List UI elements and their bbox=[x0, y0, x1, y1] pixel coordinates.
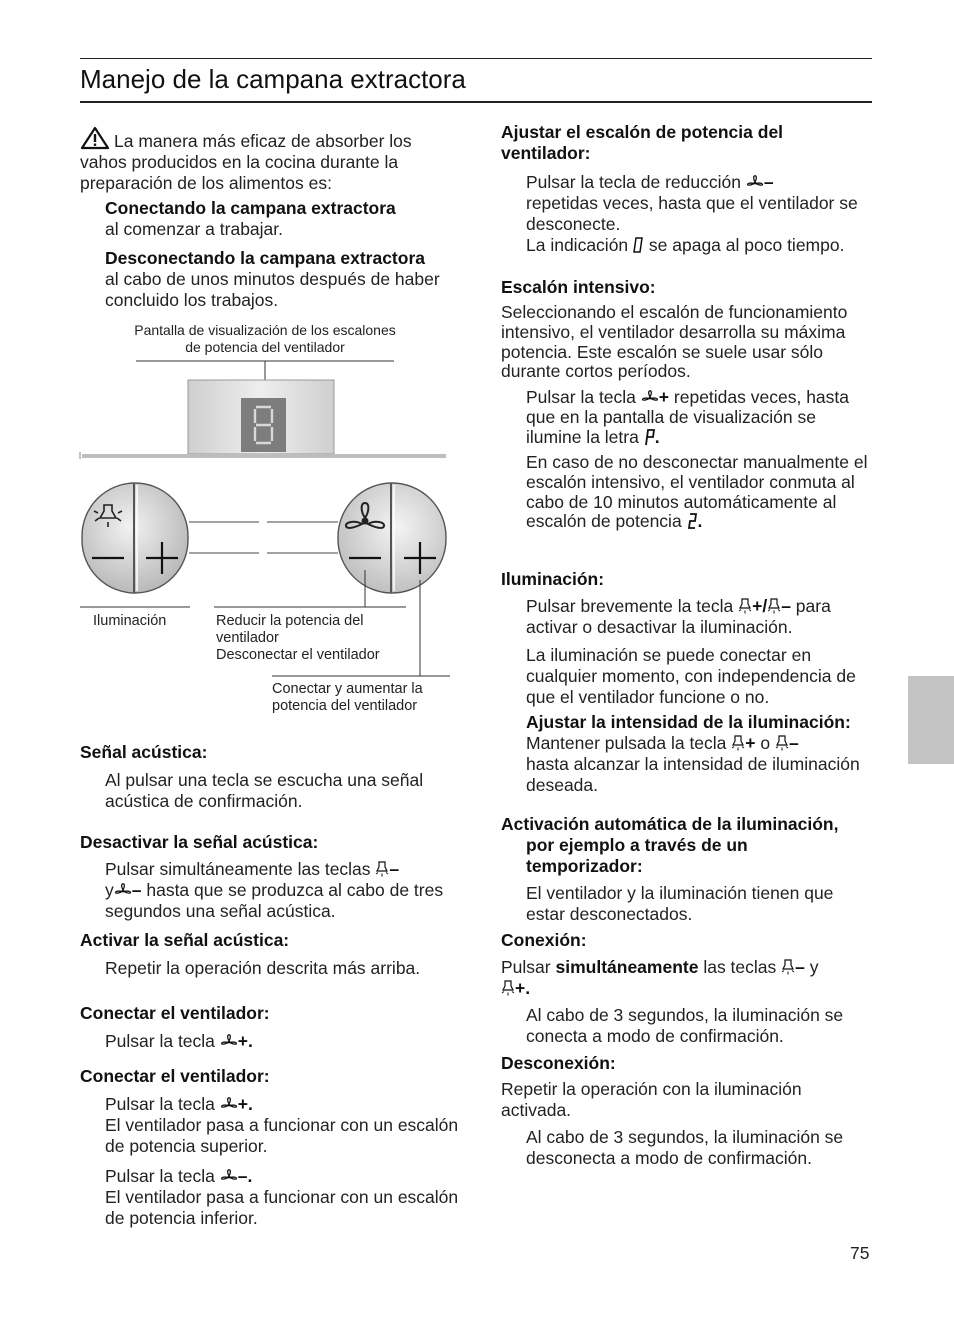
intensive-auto-desc: En caso de no desconectar manualmente el escalón intensivo, el ventilador conmuta al cabo de 10 minutos automáticamente al escalón de potencia bbox=[526, 452, 868, 532]
plus-symbol: + bbox=[745, 733, 756, 753]
dot-symbol: . bbox=[654, 426, 660, 447]
lighting-hold-desc: hasta alcanzar la intensidad de iluminación deseada. bbox=[526, 754, 860, 795]
disable-signal-text bbox=[105, 859, 460, 922]
heading-lighting: Iluminación: bbox=[501, 569, 605, 589]
page-number: 75 bbox=[850, 1243, 870, 1263]
lighting-text-2: La iluminación se puede conectar en cualquier momento, con independencia de que el ventilador funcione o no. bbox=[526, 645, 856, 707]
intensive-text-2 bbox=[526, 388, 871, 447]
warning-icon bbox=[80, 126, 110, 150]
label-increase: Conectar y aumentar la potencia del ventilador bbox=[272, 681, 423, 714]
intro-paragraph bbox=[80, 126, 445, 194]
minus-symbol: – bbox=[389, 859, 400, 879]
top-rule bbox=[80, 58, 872, 59]
seven-segment-zero-icon bbox=[633, 236, 644, 254]
heading-connection: Conexión: bbox=[501, 930, 587, 950]
plus-symbol: + bbox=[752, 596, 763, 616]
lamp-icon bbox=[375, 861, 389, 877]
connection-text-1 bbox=[501, 957, 866, 999]
item-disconnect bbox=[105, 248, 455, 311]
fan-icon bbox=[641, 389, 659, 405]
connect-fan-2-label: Pulsar la tecla bbox=[105, 1094, 215, 1114]
connect-fan-2-desc: El ventilador pasa a funcionar con un escalón de potencia superior. bbox=[105, 1115, 459, 1156]
slash-symbol: / bbox=[762, 596, 768, 616]
lamp-icon bbox=[767, 598, 781, 614]
lamp-icon bbox=[738, 598, 752, 614]
seven-segment-2-icon bbox=[687, 512, 698, 530]
plus-symbol: + bbox=[658, 387, 670, 407]
disable-signal-text-2: y bbox=[105, 880, 114, 900]
adjust-fan-text-3: La indicación bbox=[526, 235, 629, 255]
heading-enable-signal: Activar la señal acústica: bbox=[80, 930, 290, 950]
fan-icon bbox=[220, 1033, 238, 1049]
intensive-text-3 bbox=[526, 453, 871, 532]
lamp-icon bbox=[731, 735, 745, 751]
adjust-fan-text-4: se apaga al poco tiempo. bbox=[648, 235, 845, 255]
heading-auto-lighting-1: Activación automática de la iluminación, bbox=[501, 814, 839, 834]
connection-keys-label: las teclas bbox=[703, 957, 777, 977]
heading-lighting-intensity: Ajustar la intensidad de la iluminación: bbox=[526, 712, 851, 732]
dot-symbol: . bbox=[697, 511, 703, 532]
connection-text-2: Al cabo de 3 segundos, la iluminación se conecta a modo de confirmación. bbox=[526, 1005, 844, 1046]
plus-symbol: +. bbox=[237, 1094, 253, 1114]
connect-fan-2-text bbox=[105, 1094, 460, 1157]
item-connect-text: al comenzar a trabajar. bbox=[105, 219, 284, 239]
heading-adjust-fan: Ajustar el escalón de potencia del ventilador: bbox=[501, 122, 784, 163]
lighting-text-3 bbox=[526, 733, 871, 796]
heading-intensive: Escalón intensivo: bbox=[501, 277, 656, 297]
reduce-fan-text bbox=[105, 1166, 460, 1229]
fan-icon bbox=[114, 882, 132, 898]
lamp-icon bbox=[781, 959, 795, 975]
lighting-hold-label: Mantener pulsada la tecla bbox=[526, 733, 727, 753]
heading-connect-fan-1: Conectar el ventilador: bbox=[80, 1003, 270, 1023]
light-control-knob bbox=[82, 483, 188, 593]
fan-control-knob bbox=[338, 483, 446, 593]
lamp-icon bbox=[775, 735, 789, 751]
disable-signal-text-1: Pulsar simultáneamente las teclas bbox=[105, 859, 371, 879]
connection-press-label: Pulsar bbox=[501, 957, 551, 977]
heading-signal: Señal acústica: bbox=[80, 742, 208, 762]
connect-fan-1-text bbox=[105, 1031, 253, 1052]
chapter-tab bbox=[908, 676, 954, 764]
heading-disconnection: Desconexión: bbox=[501, 1053, 616, 1073]
lighting-or-label: o bbox=[760, 733, 771, 753]
minus-symbol: –. bbox=[237, 1166, 253, 1186]
adjust-fan-text bbox=[526, 172, 876, 256]
plus-symbol: +. bbox=[515, 978, 531, 998]
item-disconnect-bold: Desconectando la campana extractora bbox=[105, 248, 425, 268]
auto-lighting-text: El ventilador y la iluminación tienen que estar desconectados. bbox=[526, 883, 834, 924]
reduce-fan-desc: El ventilador pasa a funcionar con un escalón de potencia inferior. bbox=[105, 1187, 459, 1228]
page-title: Manejo de la campana extractora bbox=[80, 64, 466, 94]
lamp-icon bbox=[501, 980, 515, 996]
signal-text: Al pulsar una tecla se escucha una señal acústica de confirmación. bbox=[105, 770, 424, 811]
intensive-press-label: Pulsar la tecla bbox=[526, 387, 636, 407]
heading-disable-signal: Desactivar la señal acústica: bbox=[80, 832, 319, 852]
minus-symbol: – bbox=[781, 596, 791, 616]
plus-symbol: +. bbox=[237, 1031, 253, 1051]
item-connect bbox=[105, 198, 455, 240]
minus-symbol: – bbox=[763, 172, 774, 192]
item-connect-bold: Conectando la campana extractora bbox=[105, 198, 396, 218]
lighting-press-label: Pulsar brevemente la tecla bbox=[526, 596, 734, 616]
label-light: Iluminación bbox=[93, 613, 167, 629]
reduce-fan-label: Pulsar la tecla bbox=[105, 1166, 215, 1186]
disable-signal-text-3: hasta que se produzca al cabo de tres segundos una señal acústica. bbox=[105, 880, 444, 921]
disconnection-text-2: Al cabo de 3 segundos, la iluminación se desconecta a modo de confirmación. bbox=[526, 1127, 844, 1168]
title-rule bbox=[80, 101, 872, 103]
fan-icon bbox=[746, 174, 764, 190]
display-caption: Pantalla de visualización de los escalones de potencia del ventilador bbox=[134, 322, 396, 355]
seven-segment-p-icon bbox=[644, 428, 655, 446]
lighting-press-desc: para activar o desactivar la iluminación. bbox=[526, 596, 831, 637]
adjust-fan-text-2: repetidas veces, hasta que el ventilador se desconecte. bbox=[526, 193, 858, 234]
connect-fan-1-label: Pulsar la tecla bbox=[105, 1031, 215, 1051]
minus-symbol: – bbox=[795, 957, 805, 977]
connection-and-label: y bbox=[809, 957, 819, 977]
intensive-press-desc: repetidas veces, hasta que en la pantalla de visualización se ilumine la letra bbox=[526, 387, 850, 447]
connection-simultaneous: simultáneamente bbox=[555, 957, 699, 977]
enable-signal-text: Repetir la operación descrita más arriba. bbox=[105, 958, 421, 978]
intro-text: La manera más eficaz de absorber los vahos producidos en la cocina durante la preparación de los alimentos es: bbox=[80, 131, 412, 193]
label-reduce: Reducir la potencia del ventilador Desconectar el ventilador bbox=[216, 613, 380, 663]
disconnection-text-1: Repetir la operación con la iluminación activada. bbox=[501, 1079, 802, 1120]
intensive-text-1: Seleccionando el escalón de funcionamiento intensivo, el ventilador desarrolla su máxima potencia. Este escalón se suele usar sólo durante cortos períodos. bbox=[501, 302, 848, 382]
heading-connect-fan-2: Conectar el ventilador: bbox=[80, 1066, 270, 1086]
adjust-fan-text-1: Pulsar la tecla de reducción bbox=[526, 172, 741, 192]
fan-icon bbox=[220, 1096, 238, 1112]
item-disconnect-text: al cabo de unos minutos después de haber concluido los trabajos. bbox=[105, 269, 440, 310]
heading-auto-lighting-2: por ejemplo a través de un temporizador: bbox=[526, 835, 748, 876]
minus-symbol: – bbox=[131, 880, 142, 900]
minus-symbol: – bbox=[789, 733, 799, 753]
fan-icon bbox=[220, 1168, 238, 1184]
lighting-text-1 bbox=[526, 596, 876, 638]
